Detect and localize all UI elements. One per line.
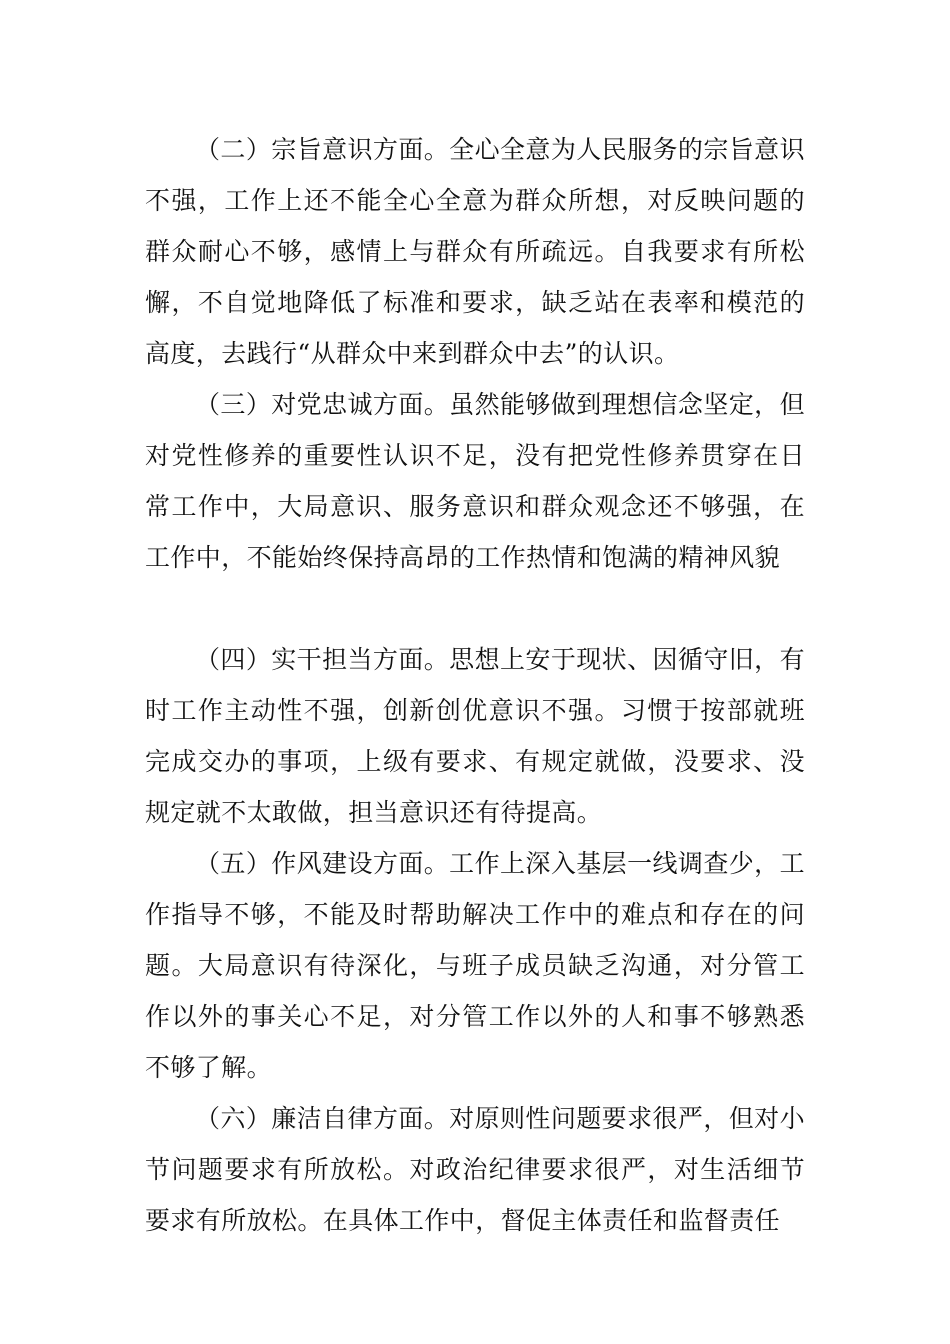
paragraph-integrity-self-discipline: （六）廉洁自律方面。对原则性问题要求很严，但对小节问题要求有所放松。对政治纪律要求很严，对生活细节要求有所放松。在具体工作中，督促主体责任和监督责任	[145, 1104, 805, 1235]
paragraph-spacer	[145, 583, 805, 634]
paragraph-party-loyalty: （三）对党忠诚方面。虽然能够做到理想信念坚定，但对党性修养的重要性认识不足，没有把党性修养贯穿在日常工作中，大局意识、服务意识和群众观念还不够强，在工作中，不能始终保持高昂的工作热情和饱满的精神风貌	[145, 390, 805, 572]
paragraph-practical-responsibility: （四）实干担当方面。思想上安于现状、因循守旧，有时工作主动性不强，创新创优意识不强。习惯于按部就班完成交办的事项，上级有要求、有规定就做，没要求、没规定就不太敢做，担当意识还有待提高。	[145, 645, 805, 827]
document-body	[145, 124, 805, 1246]
paragraph-work-style: （五）作风建设方面。工作上深入基层一线调查少，工作指导不够，不能及时帮助解决工作中的难点和存在的问题。大局意识有待深化，与班子成员缺乏沟通，对分管工作以外的事关心不足，对分管工作以外的人和事不够熟悉不够了解。	[145, 849, 805, 1082]
paragraph-purpose-awareness: （二）宗旨意识方面。全心全意为人民服务的宗旨意识不强，工作上还不能全心全意为群众所想，对反映问题的群众耐心不够，感情上与群众有所疏远。自我要求有所松懈，不自觉地降低了标准和要求，缺乏站在表率和模范的高度，去践行“从群众中来到群众中去”的认识。	[145, 135, 805, 368]
